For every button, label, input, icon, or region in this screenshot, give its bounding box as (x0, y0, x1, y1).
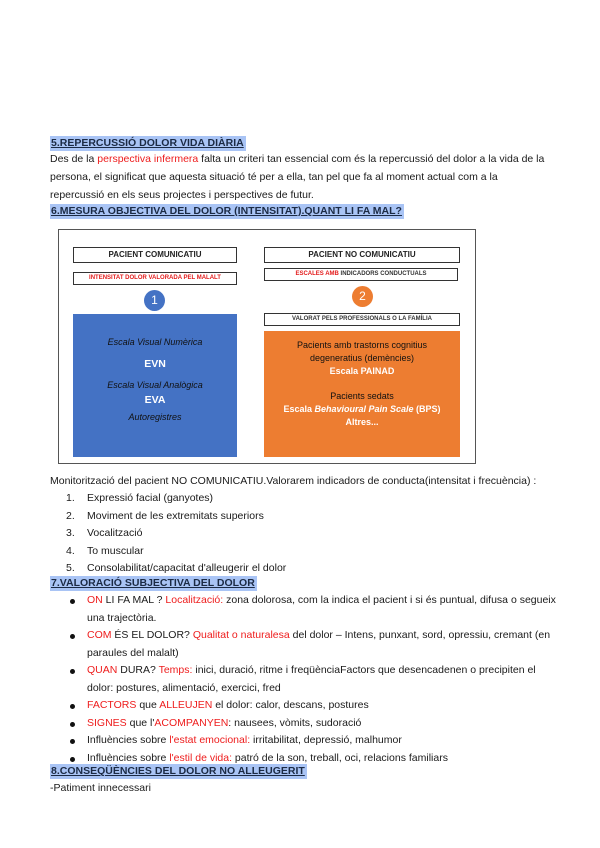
para-text: persona, el significat que aquesta situació té per a ella, tan pel que fa al moment actual com a la (50, 171, 498, 183)
section-8-line: -Patiment innecessari (50, 782, 151, 794)
cognitive-disorders-line1: Pacients amb trastorns cognitius (296, 340, 428, 350)
section-5-paragraph (50, 150, 570, 204)
item-text: irritabilitat, depressió, malhumor (250, 734, 402, 746)
non-communicative-patient-subtitle (264, 268, 458, 281)
list-item (50, 715, 570, 733)
assessed-by-professionals-box: VALORAT PELS PROFESSIONALS O LA FAMÍLIA (264, 313, 460, 326)
red-keyword: QUAN (87, 664, 118, 676)
red-keyword: SIGNES (87, 716, 127, 729)
bps-scale (264, 403, 460, 416)
para-text: repercussió en els seus projectes i perspectives de futur. (50, 189, 314, 201)
subjective-assessment-list (50, 592, 570, 767)
section-6-heading: 6.MESURA OBJECTIVA DEL DOLOR (INTENSITAT).QUANT LI FA MAL? (51, 205, 402, 217)
item-text: DURA? (117, 664, 159, 676)
list-item (50, 662, 570, 697)
communicative-patient-subtitle: INTENSITAT DOLOR VALORADA PEL MALALT (73, 272, 237, 285)
list-item (50, 525, 570, 543)
eva-label: Escala Visual Analògica (107, 380, 203, 390)
bullet-icon (70, 704, 75, 709)
item-text-continued: paraules del malalt) (87, 646, 179, 659)
item-text: Influències sobre (87, 734, 170, 746)
list-number: 3. (66, 527, 75, 539)
red-keyword: ON (87, 594, 103, 606)
list-item (50, 732, 570, 750)
para-text: falta un criteri tan essencial com és la repercussió del dolor a la vida de la (198, 153, 545, 165)
evn-acronym: EVN (144, 358, 166, 370)
bps-suffix: (BPS) (413, 404, 441, 414)
red-keyword: ACOMPANYEN (154, 716, 229, 729)
red-keyword: Localització: (165, 594, 224, 606)
section-7-heading: 7.VALORACIÓ SUBJECTIVA DEL DOLOR (51, 577, 255, 589)
item-text: del dolor – Intens, punxant, sord, opressiu, cremant (en (289, 629, 551, 641)
bullet-icon (70, 757, 75, 762)
list-text: Moviment de les extremitats superiors (87, 509, 264, 522)
red-keyword: Temps: (158, 664, 193, 676)
step-1-badge: 1 (144, 290, 165, 311)
item-text: Influències sobre (87, 751, 170, 764)
section-8-heading: 8.CONSEQÜÈNCIES DEL DOLOR NO ALLEUGERIT (51, 765, 305, 777)
list-number: 1. (66, 492, 75, 504)
subtitle-red-part: ESCALES AMB (295, 271, 339, 277)
red-keyword: l'estat emocional: (169, 734, 251, 746)
bullet-icon (70, 669, 75, 674)
bps-prefix: Escala (283, 404, 315, 414)
red-keyword: l'estil de vida: (169, 751, 233, 764)
section-5-heading: 5.REPERCUSSIÓ DOLOR VIDA DIÀRIA (51, 137, 244, 149)
bullet-icon (70, 722, 75, 727)
bps-italic: Behavioural Pain Scale (314, 404, 414, 414)
bullet-icon (70, 599, 75, 604)
list-text: Expressió facial (ganyotes) (87, 492, 214, 504)
list-text: Vocalització (87, 527, 143, 539)
sedated-patients: Pacients sedats (330, 391, 394, 401)
item-text: : nausees, vòmits, sudoració (228, 716, 362, 729)
red-keyword: COM (87, 629, 112, 641)
red-keyword: FACTORS (87, 699, 137, 711)
item-text: inici, duració, ritme i freqüènciaFactors que desencadenen o precipiten el (192, 664, 536, 676)
autoregistres-label: Autoregistres (128, 412, 182, 422)
item-text: patró de la son, treball, oci, relacions familiars (232, 751, 448, 764)
eva-acronym: EVA (144, 394, 166, 406)
list-item (50, 543, 570, 561)
list-number: 2. (66, 509, 75, 522)
list-item (50, 627, 570, 662)
list-text: Consolabilitat/capacitat d'alleugerir el dolor (87, 562, 287, 574)
red-keyword: Qualitat o naturalesa (192, 629, 290, 641)
step-2-badge: 2 (352, 286, 373, 307)
list-item (50, 490, 570, 508)
monitoring-intro: Monitorització del pacient NO COMUNICATIU.Valorarem indicadors de conducta(intensitat i frecuència) : (50, 475, 537, 487)
item-text: LI FA MAL ? (102, 594, 166, 606)
list-text: To muscular (87, 544, 144, 557)
subtitle-rest: INDICADORS CONDUCTUALS (338, 271, 427, 277)
painad-scale: Escala PAINAD (329, 366, 395, 376)
non-communicative-patient-title: PACIENT NO COMUNICATIU (264, 247, 460, 263)
red-highlight-text: perspectiva infermera (97, 153, 199, 165)
list-item (50, 592, 570, 627)
item-text-continued: una trajectòria. (87, 611, 157, 624)
evn-label: Escala Visual Numèrica (107, 337, 203, 347)
list-number: 5. (66, 562, 75, 574)
list-item (50, 697, 570, 715)
communicative-scales-box (73, 314, 237, 457)
item-text: que l' (126, 716, 155, 729)
bullet-icon (70, 739, 75, 744)
item-text: ÉS EL DOLOR? (111, 629, 193, 641)
para-text: Des de la (50, 153, 98, 165)
item-text-continued: dolor: postures, alimentació, exercici, fred (87, 681, 281, 694)
item-text: zona dolorosa, com la indica el pacient i si és puntual, difusa o segueix (223, 594, 556, 606)
communicative-patient-title: PACIENT COMUNICATIU (73, 247, 237, 263)
list-item (50, 560, 570, 578)
list-number: 4. (66, 544, 75, 557)
pain-measurement-diagram (58, 229, 476, 464)
item-text: que (136, 699, 160, 711)
list-item (50, 508, 570, 526)
cognitive-disorders-line2: degeneratius (demències) (309, 353, 415, 363)
item-text: el dolor: calor, descans, postures (212, 699, 369, 711)
red-keyword: ALLEUJEN (159, 699, 213, 711)
bullet-icon (70, 634, 75, 639)
others-label: Altres... (345, 417, 379, 427)
conduct-indicators-list (50, 490, 570, 578)
non-communicative-scales-box (264, 331, 460, 457)
